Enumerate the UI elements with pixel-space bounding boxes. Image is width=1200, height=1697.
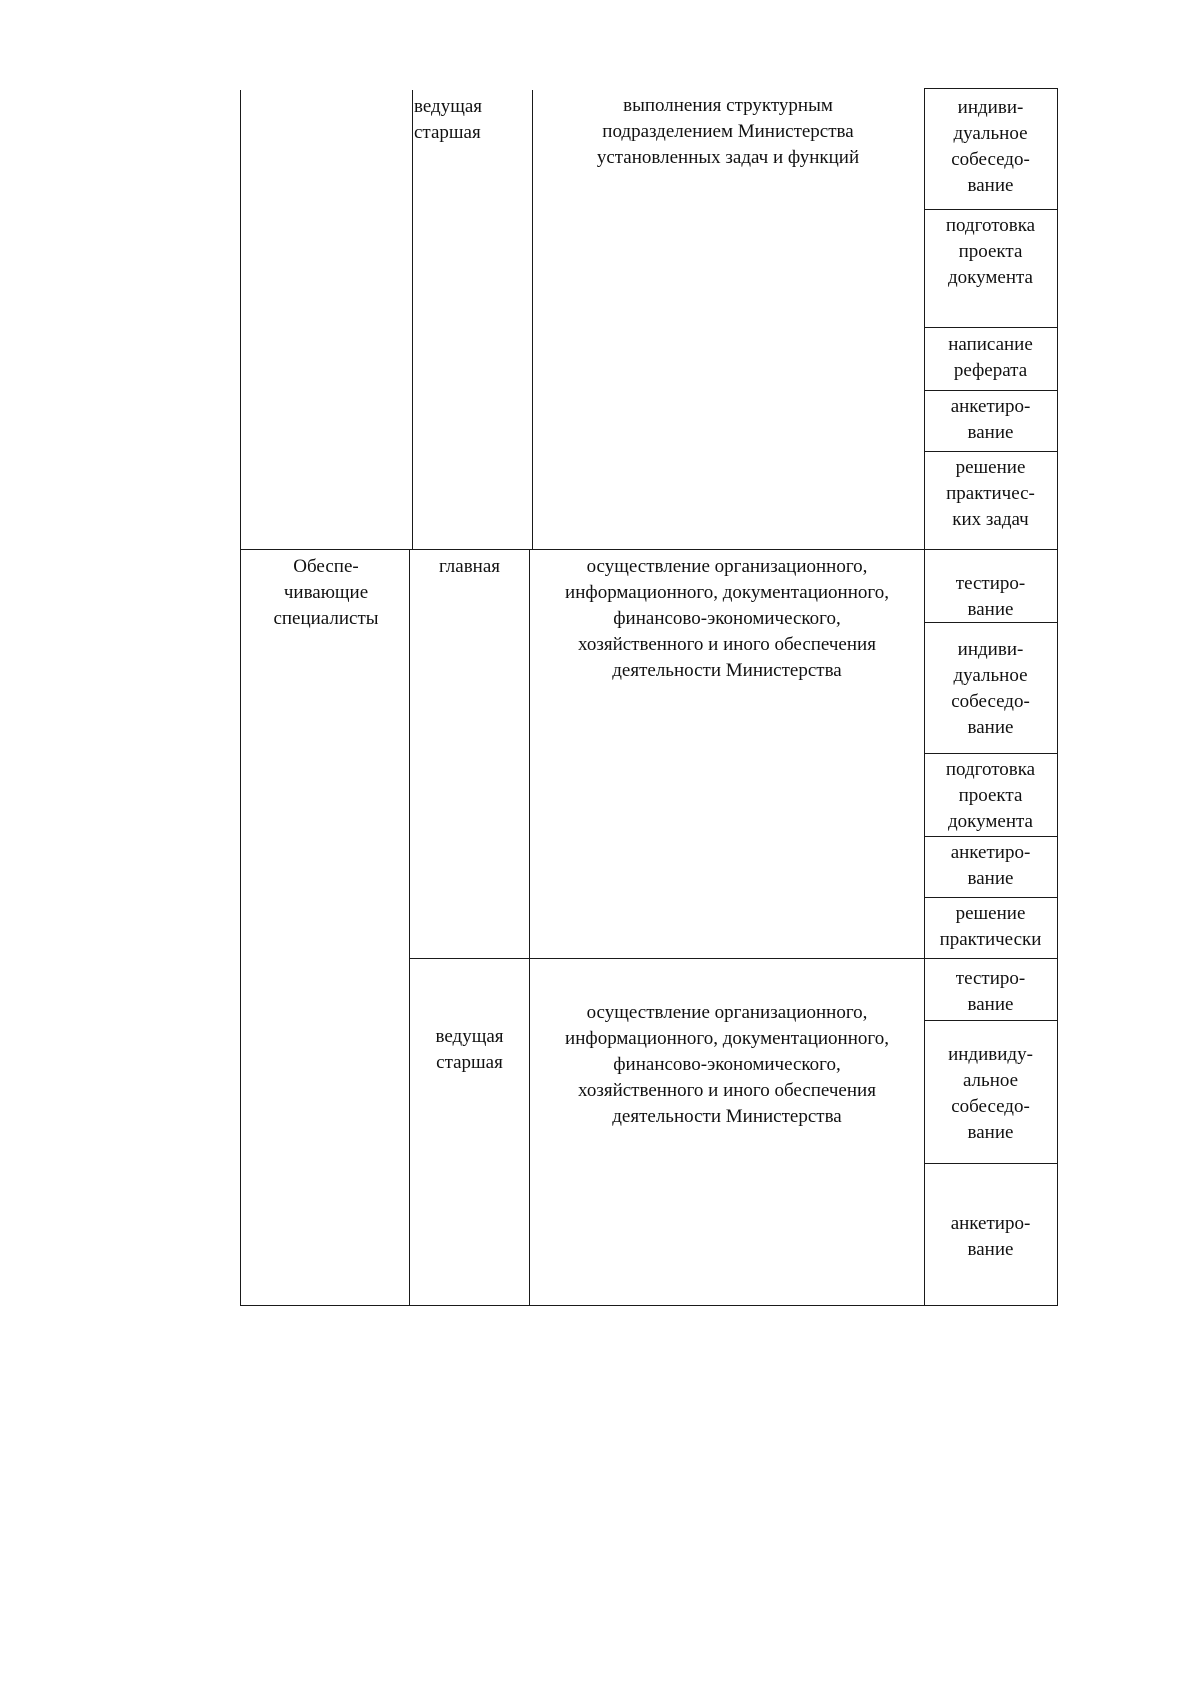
table-cell-method: подготовка проекта документа [945, 215, 1036, 288]
table-cell-method: анкетиро- вание [950, 396, 1031, 443]
table-divider-col1 [412, 90, 413, 549]
table-cell-group: ведущая старшая [414, 96, 483, 143]
table-border-bottom [240, 1305, 1058, 1306]
table-cell-method: тестиро- вание [955, 573, 1026, 620]
table-cell-method: индивиду- альное собеседо- вание [948, 1044, 1033, 1143]
table-cell-description: осуществление организационного, информационного, документационного, финансово-экономического, хозяйственного и иного обеспечения деятельности Министерства [565, 556, 889, 681]
table-border-right [1057, 88, 1058, 1306]
table-cell-group: главная [438, 556, 501, 577]
table-border-left [240, 90, 241, 1306]
table-cell-method: подготовка проекта документа [945, 759, 1036, 832]
method-separator [924, 753, 1058, 754]
table-cell-category: Обеспе- чивающие специалисты [273, 556, 379, 629]
table-cell-method: индиви- дуальное собеседо- вание [951, 639, 1030, 738]
table-cell-description: осуществление организационного, информационного, документационного, финансово-экономического, хозяйственного и иного обеспечения деятельности Министерства [565, 1002, 889, 1127]
table-cell-group: ведущая старшая [435, 1026, 504, 1073]
method-separator [924, 327, 1058, 328]
table-cell-method: анкетиро- вание [950, 1213, 1031, 1260]
table-cell-method: решение практически [939, 903, 1042, 950]
method-separator [924, 836, 1058, 837]
table-cell-method: решение практичес- ких задач [946, 457, 1035, 530]
table-cell-method: тестиро- вание [955, 968, 1026, 1015]
method-separator [924, 209, 1058, 210]
method-separator [924, 390, 1058, 391]
table-row-separator [240, 549, 1058, 550]
method-separator [924, 1163, 1058, 1164]
table-row-separator [409, 958, 1058, 959]
table-cell-method: анкетиро- вание [950, 842, 1031, 889]
table-divider-col1 [409, 549, 410, 1306]
method-separator [924, 897, 1058, 898]
method-separator [924, 1020, 1058, 1021]
table-cell-description: выполнения структурным подразделением Министерства установленных задач и функций [596, 95, 860, 168]
table-cell-method: написание реферата [948, 334, 1033, 381]
table-border-top-methods [924, 88, 1058, 89]
table-cell-method: индиви- дуальное собеседо- вание [951, 97, 1030, 196]
method-separator [924, 451, 1058, 452]
